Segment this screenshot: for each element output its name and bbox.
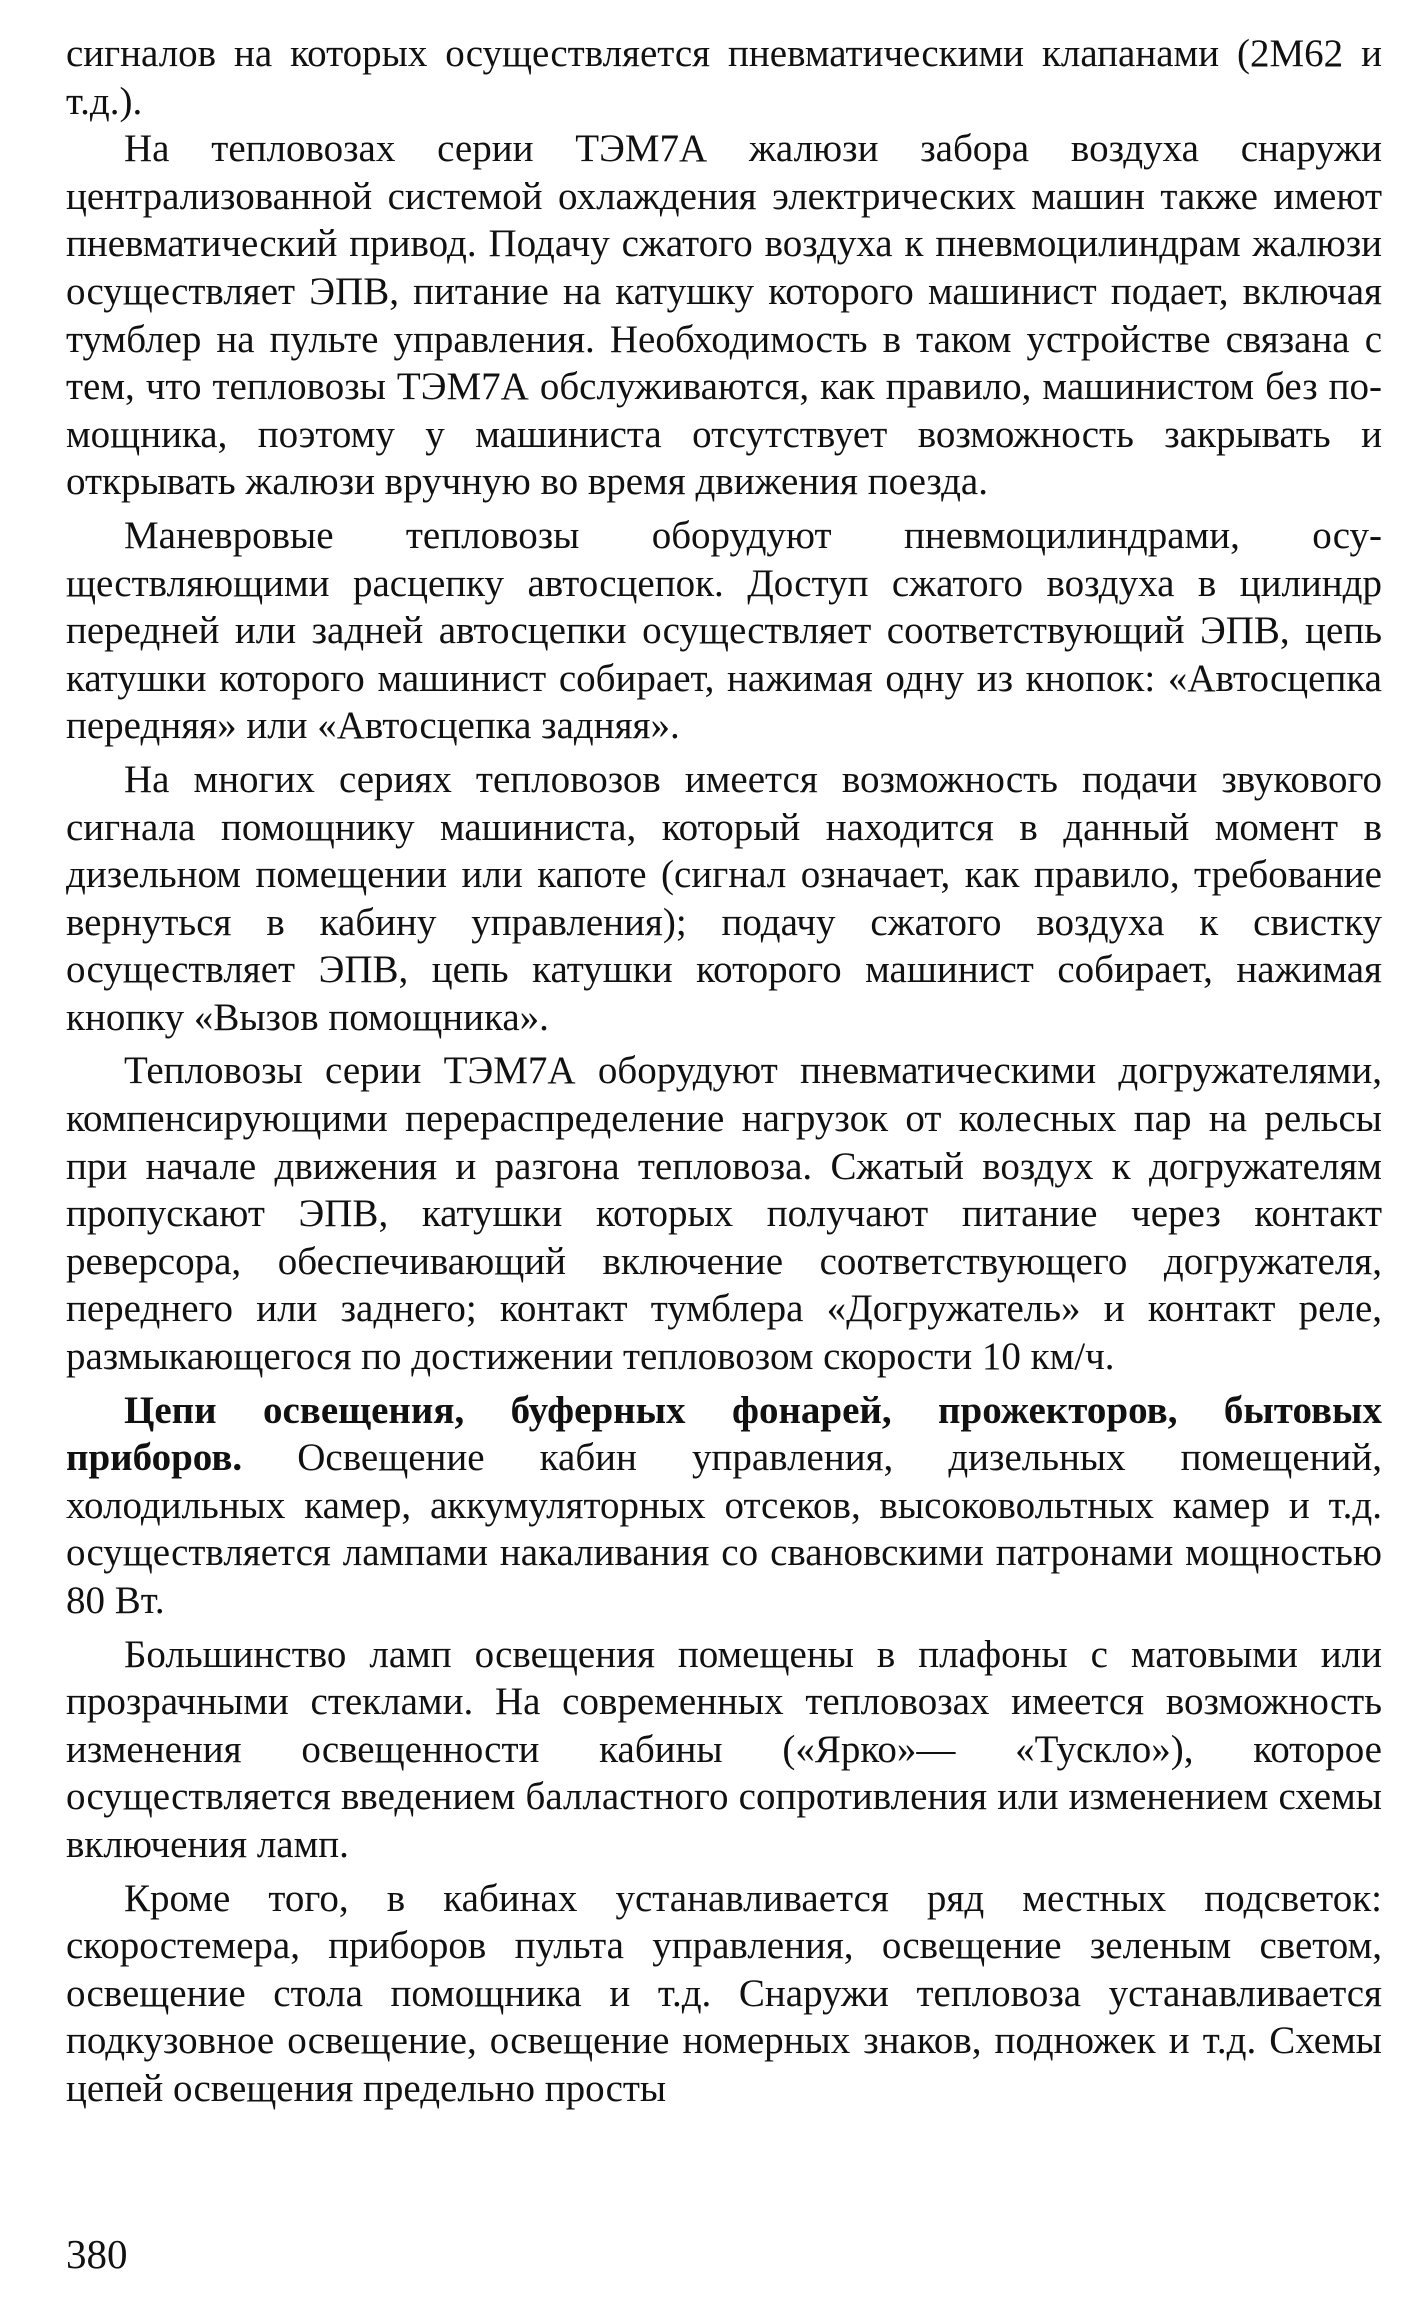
paragraph-lighting-circuits bbox=[66, 1387, 1382, 1625]
paragraph-continuation: сигналов на которых осуществляется пневматическими клапанами (2М62 и т.д.). bbox=[66, 32, 1382, 123]
section-runin-heading: Цепи освещения, буферных фонарей, прожекторов, бытовых приборов. bbox=[66, 1388, 1382, 1480]
paragraph-tem7a-shutters: На тепловозах серии ТЭМ7А жалюзи забора воздуха снаружи централизованной системой охлаждения электрических машин также имеют пневматический привод. Подачу сжатого воздуха к пневмоцилиндрам жалюзи осуществляет ЭПВ, питание на катушку которого машинист подает, включая тумблер на пульте управления. Необходимость в таком устройстве связана с тем, что тепловозы ТЭМ7А обслуживаются, как правило, машинистом без помощника, поэтому у машиниста отсутствует возможность закрывать и открывать жалюзи вручную во время движения поезда. bbox=[66, 127, 1382, 504]
paragraph-lighting-text: Освещение кабин управления, дизельных помещений, холодильных камер, аккумуляторных отсеков, высоковольтных камер и т.д. осуществляется лампами накаливания со свановскими патронами мощностью 80 Вт. bbox=[66, 1436, 1382, 1622]
page-number: 380 bbox=[66, 2231, 128, 2277]
page-body bbox=[66, 30, 1382, 2113]
paragraph-local-lighting: Кроме того, в кабинах устанавливается ряд местных подсветок: скоростемера, приборов пульта управления, освещение зеленым светом, освещение стола помощника и т.д. Снаружи тепловоза устанавливается подкузовное освещение, освещение номерных знаков, подножек и т.д. Схемы цепей освещения предельно просты bbox=[66, 1876, 1382, 2110]
paragraph-lamp-shades: Большинство ламп освещения помещены в плафоны с матовыми или прозрачными стеклами. На современных тепловозах имеется возможность изменения освещенности кабины («Ярко»— «Тускло»), которое осуществляется введением балластного сопротивления или изменением схемы включения ламп. bbox=[66, 1632, 1382, 1866]
paragraph-load-boosters: Тепловозы серии ТЭМ7А оборудуют пневматическими догружателями, компенсирующими перераспределение нагрузок от колесных пар на рельсы при начале движения и разгона тепловоза. Сжатый воздух к догружателям пропускают ЭПВ, катушки которых получают питание через контакт реверсора, обеспечивающий включение соответствующего догружателя, переднего или заднего; контакт тумблера «Догружатель» и контакт реле, размыкающегося по достижении тепловозом скорости 10 км/ч. bbox=[66, 1049, 1382, 1379]
paragraph-shunting-couplers: Маневровые тепловозы оборудуют пневмоцилиндрами, осуществляющими расцепку автосцепок. Доступ сжатого воздуха в цилиндр передней или задней автосцепки осуществляет соответствующий ЭПВ, цепь катушки которого машинист собирает, нажимая одну из кнопок: «Автосцепка передняя» или «Автосцепка задняя». bbox=[66, 513, 1382, 748]
paragraph-assistant-signal: На многих сериях тепловозов имеется возможность подачи звукового сигнала помощнику машиниста, который находится в данный момент в дизельном помещении или капоте (сигнал означает, как правило, требование вернуться в кабину управления); подачу сжатого воздуха к свистку осуществляет ЭПВ, цепь катушки которого машинист собирает, нажимая кнопку «Вызов помощника». bbox=[66, 757, 1382, 1039]
